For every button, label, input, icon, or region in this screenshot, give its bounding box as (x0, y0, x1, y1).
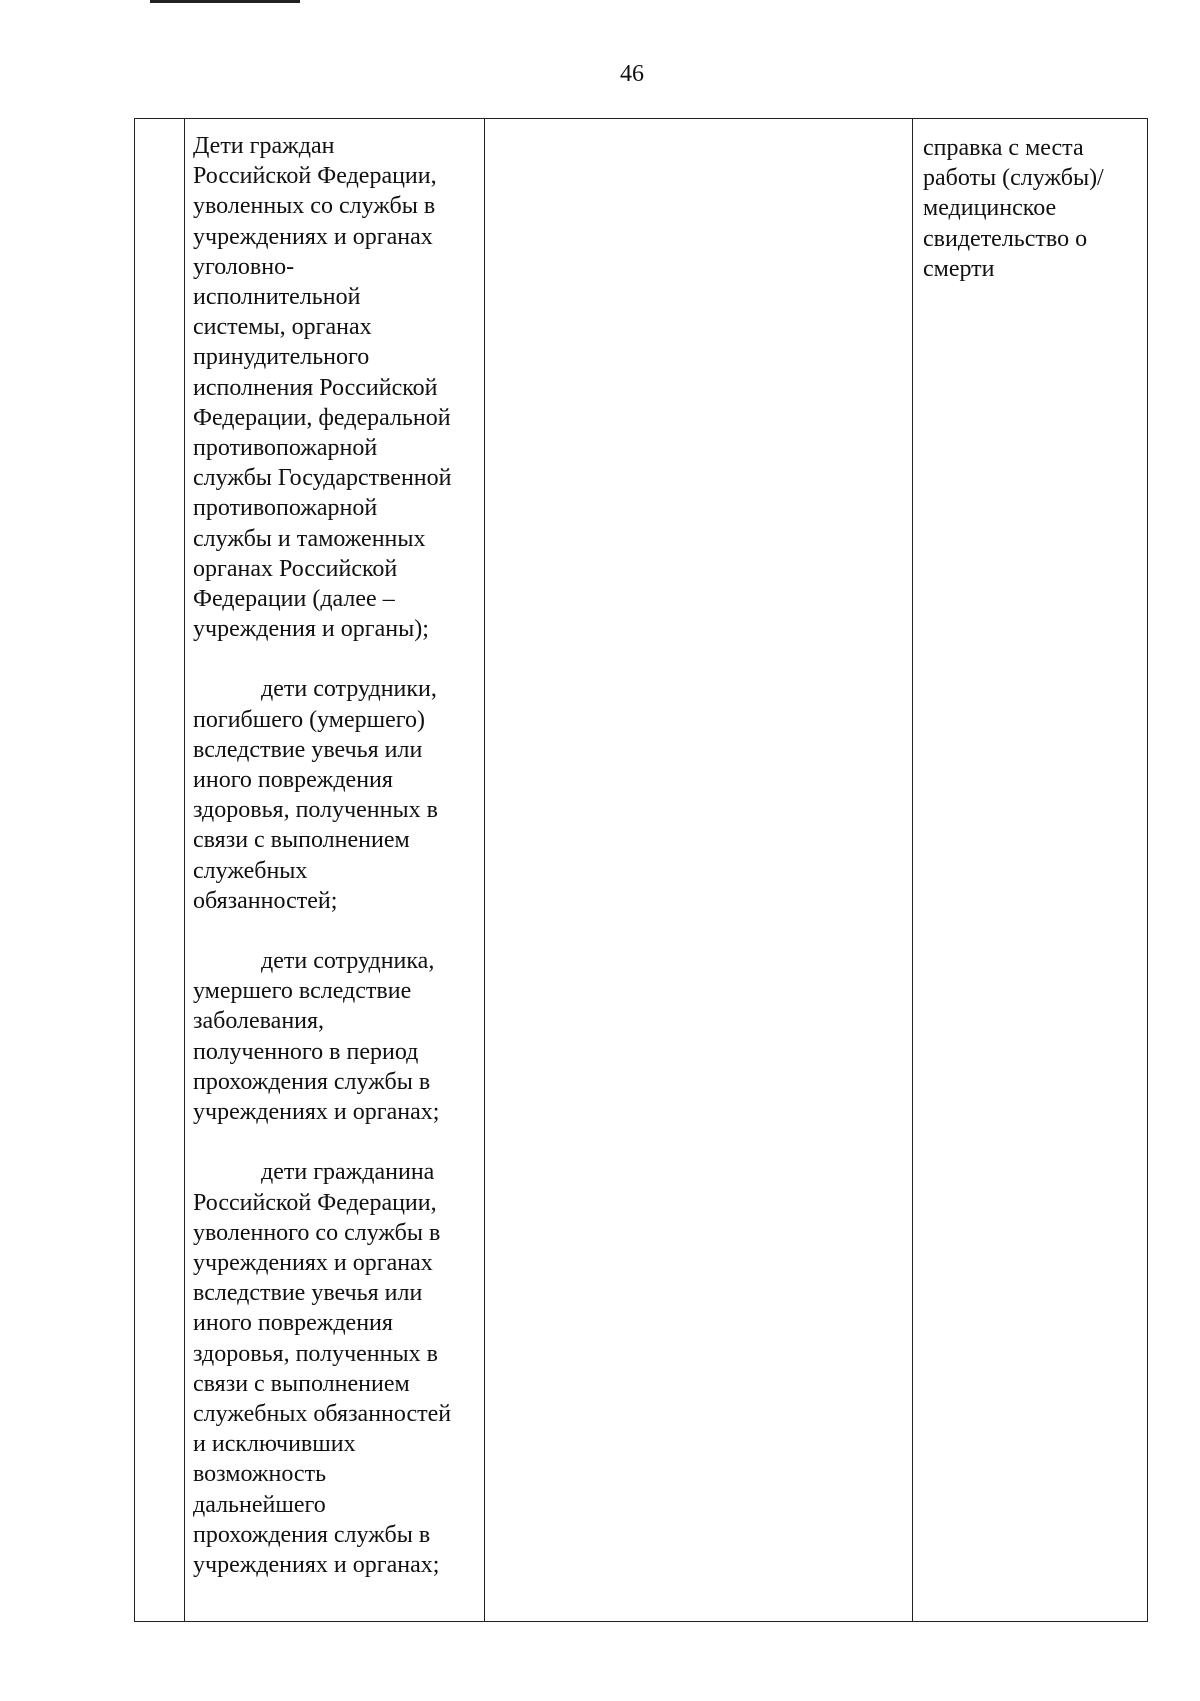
text-line: учреждениях и органах; (193, 1099, 440, 1126)
text-line: исполнительной (193, 284, 361, 311)
text-line: уволенных со службы в (193, 193, 436, 220)
text-line: учреждениях и органах; (193, 1551, 440, 1578)
text-line: прохождения службы в (193, 1521, 431, 1548)
text-line: служебных (193, 857, 308, 884)
text-line: вследствие увечья или (193, 736, 423, 763)
text-line: иного повреждения (193, 767, 393, 794)
table-cell-category (185, 119, 485, 1621)
text-line: дети гражданина (261, 1159, 435, 1186)
text-line: связи с выполнением (193, 1370, 410, 1397)
text-line: органах Российской (193, 555, 398, 582)
text-line: учреждениях и органах (193, 223, 433, 250)
text-line: службы Государственной (193, 465, 452, 492)
text-line: Российской Федерации, (193, 1189, 437, 1216)
text-line: погибшего (умершего) (193, 706, 426, 733)
text-line: противопожарной (193, 495, 378, 522)
text-line: связи с выполнением (193, 827, 410, 854)
text-line: медицинское (923, 195, 1057, 222)
text-line: возможность (193, 1461, 327, 1488)
category-paragraph (193, 674, 478, 916)
document-table (134, 118, 1148, 1622)
text-line: заболевания, (193, 1008, 325, 1035)
top-margin-mark (150, 0, 300, 3)
documents-text (913, 119, 1147, 284)
category-text (185, 119, 484, 1580)
text-line: иного повреждения (193, 1310, 393, 1337)
text-line: справка с места (923, 135, 1084, 161)
text-line: дети сотрудника, (261, 948, 435, 975)
table-cell-documents (913, 119, 1147, 1621)
text-line: работы (службы)/ (923, 165, 1104, 192)
text-line: Федерации (далее – (193, 586, 395, 613)
text-line: прохождения службы в (193, 1068, 431, 1095)
text-line: обязанностей; (193, 887, 338, 914)
table-cell-number (135, 119, 185, 1621)
table-cell-empty (485, 119, 913, 1621)
text-line: Дети граждан (193, 133, 335, 159)
category-paragraph (193, 131, 478, 644)
text-line: и исключивших (193, 1431, 356, 1458)
text-line: уволенного со службы в (193, 1219, 441, 1246)
category-paragraph (193, 1157, 478, 1580)
text-line: дети сотрудники, (261, 676, 437, 703)
category-paragraph (193, 946, 478, 1127)
text-line: Федерации, федеральной (193, 404, 451, 431)
text-line: свидетельство о (923, 225, 1088, 252)
text-line: принудительного (193, 344, 370, 371)
text-line: вследствие увечья или (193, 1280, 423, 1307)
text-line: службы и таможенных (193, 525, 426, 552)
text-line: служебных обязанностей (193, 1400, 452, 1427)
text-line: полученного в период (193, 1038, 419, 1065)
text-line: противопожарной (193, 435, 378, 462)
text-line: здоровья, полученных в (193, 1340, 438, 1367)
text-line: здоровья, полученных в (193, 797, 438, 824)
page-number: 46 (620, 61, 644, 87)
text-line: умершего вследствие (193, 978, 412, 1005)
text-line: уголовно- (193, 253, 295, 280)
text-line: учреждения и органы); (193, 616, 429, 643)
text-line: смерти (923, 255, 995, 282)
text-line: учреждениях и органах (193, 1249, 433, 1276)
text-line: исполнения Российской (193, 374, 438, 401)
text-line: дальнейшего (193, 1491, 326, 1518)
text-line: Российской Федерации, (193, 163, 437, 190)
text-line: системы, органах (193, 314, 372, 341)
